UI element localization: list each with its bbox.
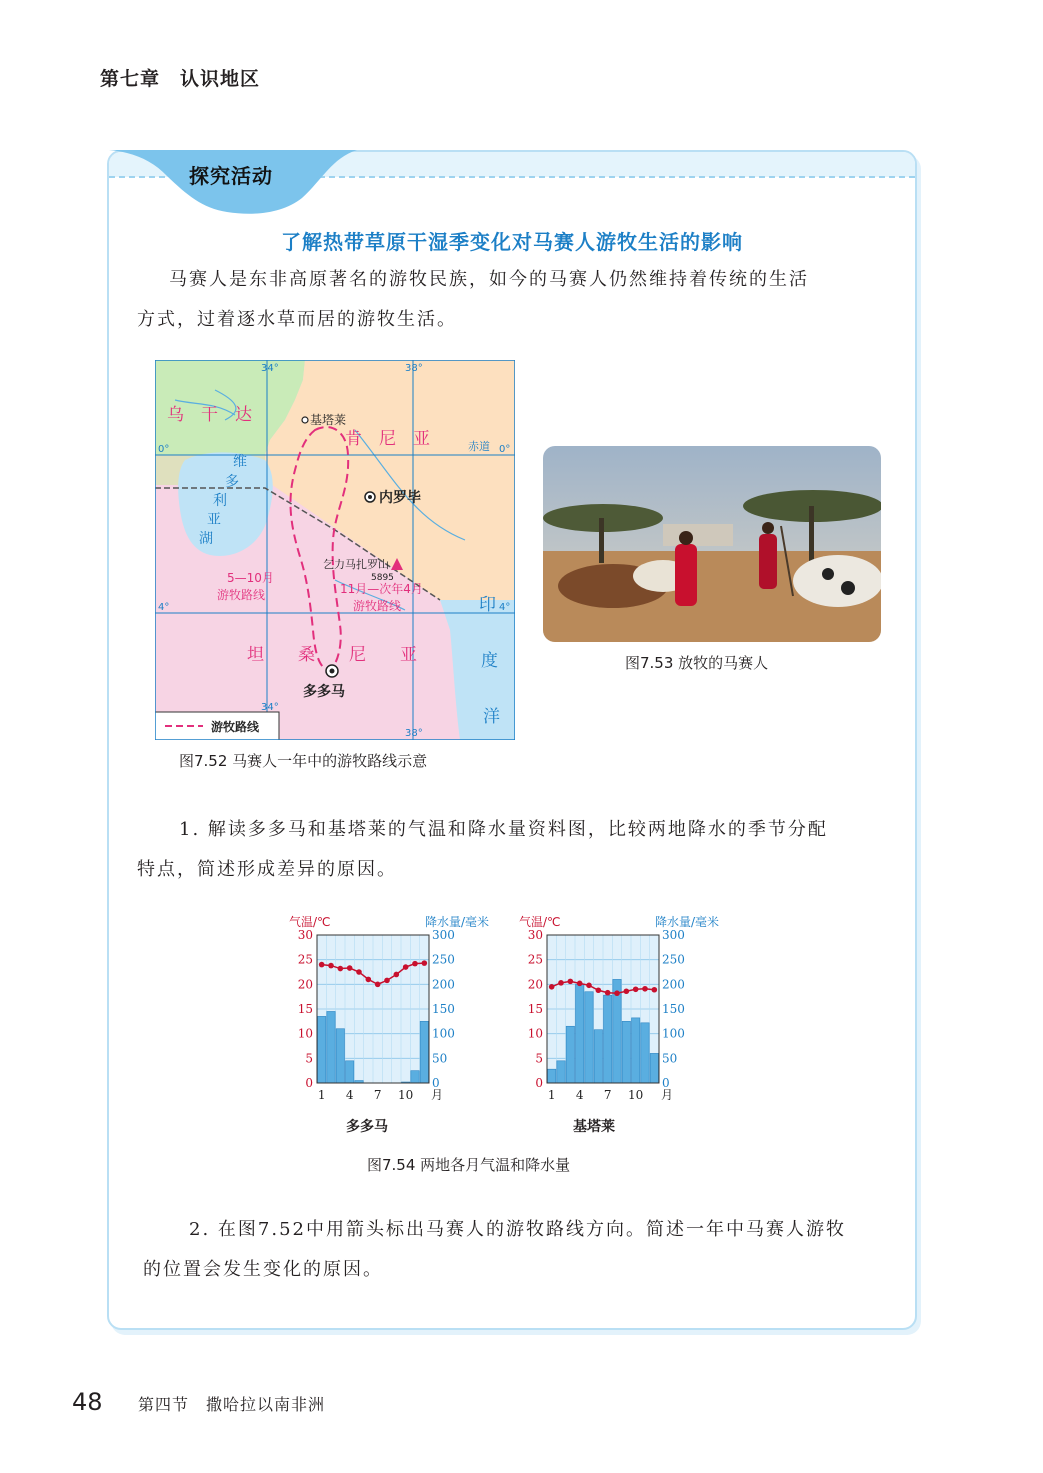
precip-bar-month-3 [336,1029,344,1083]
temp-axis-label: 气温/℃ [519,915,561,929]
temp-point-month-10 [403,964,409,970]
precip-tick: 50 [662,1051,678,1066]
temp-tick: 5 [535,1051,543,1066]
temp-tick: 15 [527,1002,543,1016]
precip-bar-month-9 [622,1021,630,1083]
victoria-1: 维 [233,454,247,470]
precip-tick: 200 [432,977,455,992]
activity-panel [107,150,917,1330]
climate-chart-dodoma [289,912,499,1112]
equator-label: 赤道 [468,440,490,453]
chart-name-kitale: 基塔莱 [573,1119,615,1135]
lat-0-right: 0° [499,444,511,455]
temp-tick: 0 [305,1076,313,1090]
maasai-herders-photo [543,446,881,642]
temp-tick: 5 [305,1051,313,1066]
temp-tick: 10 [527,1026,543,1041]
route-b-label: 游牧路线 [353,599,402,613]
temp-point-month-7 [605,990,611,996]
temp-point-month-11 [412,961,418,967]
temp-tick: 30 [527,928,543,942]
map-caption: 图7.52 马赛人一年中的游牧路线示意 [179,752,428,770]
lat-4-left: 4° [158,602,170,613]
charts-caption: 图7.54 两地各月气温和降水量 [367,1156,571,1174]
precip-bar-month-11 [641,1023,649,1083]
temp-axis-label: 气温/℃ [289,915,331,929]
temp-tick: 15 [297,1002,313,1016]
month-tick: 1 [317,1088,326,1102]
kilimanjaro-height: 5895 [371,573,394,583]
precip-bar-month-4 [346,1061,354,1083]
temp-point-month-2 [558,980,564,986]
temp-point-month-9 [624,988,630,994]
precip-tick: 300 [662,928,685,942]
temp-point-month-1 [319,962,325,968]
kilimanjaro-label: 乞力马扎罗山 [323,558,389,571]
precip-bar-month-2 [327,1011,335,1083]
temp-point-month-5 [586,983,592,989]
month-tick: 4 [345,1088,354,1102]
kitale-label: 基塔莱 [310,413,347,427]
page-number: 48 [72,1388,103,1416]
temp-point-month-12 [422,960,428,966]
temp-point-month-8 [614,990,620,996]
temp-point-month-5 [356,969,362,975]
precip-axis-label: 降水量/毫米 [654,915,720,929]
temp-tick: 20 [297,977,313,992]
section-title: 第四节 撒哈拉以南非洲 [138,1395,326,1414]
ocean-2: 度 [481,651,498,671]
precip-bar-month-1 [548,1069,556,1083]
tanzania-label: 坦 桑 尼 亚 [247,645,417,665]
nairobi-label: 内罗毕 [379,490,421,506]
precip-bar-month-1 [318,1016,326,1083]
precip-bar-month-5 [585,992,593,1083]
temp-tick: 10 [297,1026,313,1041]
precip-bar-month-7 [604,995,612,1083]
precip-axis-label: 降水量/毫米 [424,915,490,929]
temp-point-month-6 [366,977,372,983]
temp-point-month-3 [338,966,344,972]
temp-point-month-1 [549,984,555,990]
temp-tick: 30 [297,928,313,942]
precip-tick: 150 [662,1002,685,1016]
temp-point-month-3 [568,979,574,985]
precip-tick: 100 [662,1026,685,1041]
month-tick: 10 [628,1088,644,1102]
precip-bar-month-12 [420,1021,428,1083]
precip-bar-month-2 [557,1061,565,1083]
intro-line-1: 马赛人是东非高原著名的游牧民族，如今的马赛人仍然维持着传统的生活 [169,269,809,290]
route-a-months: 5—10月 [227,571,274,585]
chapter-title: 第七章 认识地区 [100,68,261,90]
precip-tick: 300 [432,928,455,942]
ocean-1: 印 [479,595,496,615]
uganda-label: 乌 干 达 [167,405,252,425]
victoria-3: 利 [213,493,227,509]
question-1-line-2: 特点，简述形成差异的原因。 [137,859,397,880]
precip-tick: 250 [662,952,685,967]
temp-point-month-9 [394,972,400,978]
month-tick: 4 [575,1088,584,1102]
precip-tick: 50 [432,1051,448,1066]
question-1-line-1: 1. 解读多多马和基塔莱的气温和降水量资料图，比较两地降水的季节分配 [179,819,828,840]
month-tick: 7 [373,1088,382,1102]
temp-tick: 0 [535,1076,543,1090]
kenya-label: 肯 尼 亚 [345,429,430,449]
temp-point-month-12 [652,987,658,993]
activity-tab-label: 探究活动 [189,164,273,188]
lon-38-bottom: 38° [405,728,423,739]
temp-point-month-7 [375,982,381,988]
lon-34-bottom: 34° [261,702,279,713]
route-b-months: 11月—次年4月 [340,582,423,596]
chart-name-dodoma: 多多马 [346,1119,388,1135]
temp-tick: 25 [527,952,543,967]
temp-point-month-4 [577,981,583,987]
question-2-line-1: 2. 在图7.52中用箭头标出马赛人的游牧路线方向。简述一年中马赛人游牧 [189,1219,846,1240]
question-2-line-2: 的位置会发生变化的原因。 [143,1259,383,1280]
intro-line-2: 方式，过着逐水草而居的游牧生活。 [137,309,457,330]
precip-bar-month-3 [566,1026,574,1083]
month-unit: 月 [431,1088,444,1102]
lat-4-right: 4° [499,602,511,613]
temp-point-month-8 [384,978,390,984]
precip-tick: 100 [432,1026,455,1041]
temp-tick: 20 [527,977,543,992]
ocean-3: 洋 [483,707,500,727]
temp-point-month-2 [328,963,334,969]
precip-bar-month-12 [650,1053,658,1083]
precip-tick: 0 [432,1076,440,1090]
victoria-5: 湖 [199,531,213,547]
temp-point-month-10 [633,986,639,992]
month-unit: 月 [661,1088,674,1102]
precip-bar-month-4 [576,984,584,1083]
climate-chart-kitale [519,912,729,1112]
lat-0-left: 0° [158,444,170,455]
route-a-label: 游牧路线 [217,588,266,602]
precip-bar-month-11 [411,1071,419,1083]
precip-tick: 0 [662,1076,670,1090]
temp-point-month-11 [642,986,648,992]
legend-label: 游牧路线 [211,720,260,734]
temp-point-month-6 [596,987,602,993]
precip-bar-month-10 [632,1018,640,1083]
activity-title: 了解热带草原干湿季变化对马赛人游牧生活的影响 [281,230,743,254]
lon-34-top: 34° [261,363,279,374]
photo-caption: 图7.53 放牧的马赛人 [625,654,769,672]
precip-bar-month-6 [594,1030,602,1083]
month-tick: 1 [547,1088,556,1102]
lon-38-top: 38° [405,363,423,374]
precip-tick: 150 [432,1002,455,1016]
victoria-2: 多 [225,474,239,490]
temp-point-month-4 [347,965,353,971]
victoria-4: 亚 [207,512,221,528]
precip-tick: 250 [432,952,455,967]
route-map [155,360,515,740]
month-tick: 10 [398,1088,414,1102]
precip-tick: 200 [662,977,685,992]
temp-tick: 25 [297,952,313,967]
dodoma-label: 多多马 [303,684,345,700]
month-tick: 7 [603,1088,612,1102]
